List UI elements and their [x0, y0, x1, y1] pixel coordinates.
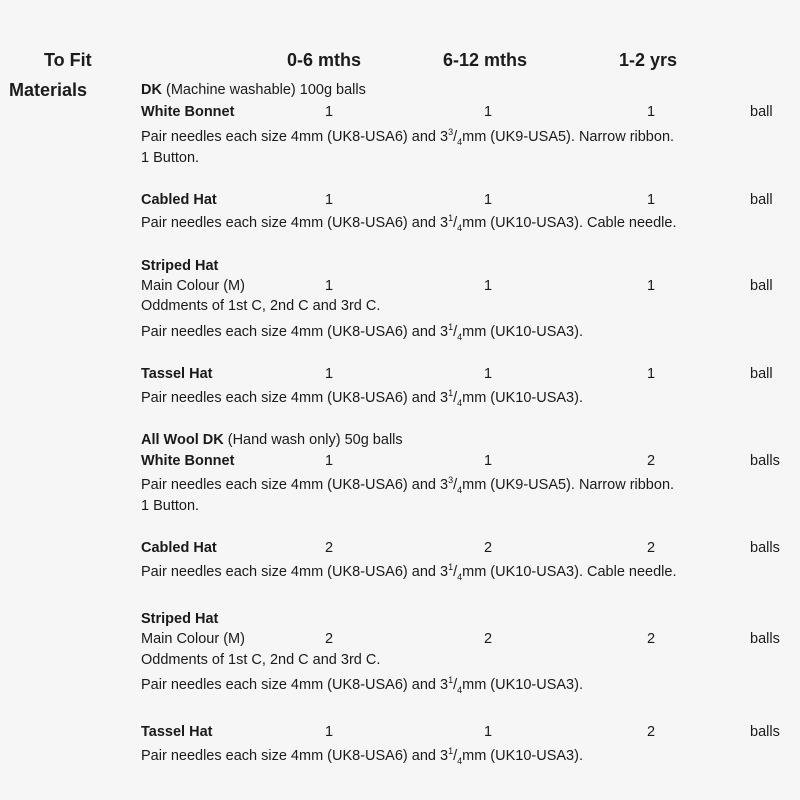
needles-text-a: Pair needles each size 4mm (UK8-USA6) and 3 [141, 677, 449, 693]
fraction-denominator: 4 [457, 684, 463, 695]
qty-unit: balls [750, 631, 780, 647]
wool-section-title [141, 432, 403, 448]
qty-6-12: 1 [484, 104, 493, 120]
fraction-denominator: 4 [457, 136, 463, 147]
needles-text-b: mm (UK10-USA3). Cable needle. [462, 215, 677, 231]
fraction-numerator: 1 [448, 562, 454, 573]
needles-text-a: Pair needles each size 4mm (UK8-USA6) and 3 [141, 390, 449, 406]
item-name: Cabled Hat [141, 540, 217, 556]
qty-unit: balls [750, 724, 780, 740]
qty-1-2: 2 [647, 453, 656, 469]
item-name: Cabled Hat [141, 192, 217, 208]
qty-1-2: 2 [647, 724, 656, 740]
needles-line: Pair needles each size 4mm (UK8-USA6) and $3^3/_4mm$ (UK9-USA5). Narrow ribbon. [141, 127, 675, 147]
qty-1-2: 1 [647, 104, 656, 120]
wool-title-rest: (Hand wash only) 50g balls [227, 432, 403, 448]
needles-line: Pair needles each size 4mm (UK8-USA6) and $3^1/_4mm$ (UK10-USA3). [141, 388, 583, 408]
extra-line: 1 Button. [141, 150, 200, 166]
to-fit-label: To Fit [44, 50, 92, 70]
qty-1-2: 1 [647, 366, 656, 382]
needles-text-b: mm (UK10-USA3). [462, 677, 583, 693]
fraction-denominator: 4 [457, 397, 463, 408]
needles-line: Pair needles each size 4mm (UK8-USA6) and $3^1/_4mm$ (UK10-USA3). [141, 746, 583, 766]
fraction-denominator: 4 [457, 331, 463, 342]
item-name: Striped Hat [141, 611, 219, 627]
fraction-numerator: 3 [448, 127, 454, 138]
qty-0-6: 1 [325, 192, 334, 208]
qty-0-6: 1 [325, 453, 334, 469]
qty-unit: ball [750, 366, 773, 382]
needles-text-b: mm (UK9-USA5). Narrow ribbon. [462, 129, 675, 145]
needles-text-a: Pair needles each size 4mm (UK8-USA6) and 3 [141, 564, 449, 580]
fraction-denominator: 4 [457, 222, 463, 233]
item-name: Tassel Hat [141, 366, 213, 382]
main-colour-label: Main Colour (M) [141, 278, 245, 294]
qty-1-2: 2 [647, 631, 656, 647]
main-colour-label: Main Colour (M) [141, 631, 245, 647]
qty-6-12: 2 [484, 540, 493, 556]
needles-text-b: mm (UK10-USA3). Cable needle. [462, 564, 677, 580]
dk-title-bold: DK [141, 82, 162, 98]
qty-0-6: 1 [325, 724, 334, 740]
item-name: Tassel Hat [141, 724, 213, 740]
needles-text-b: mm (UK10-USA3). [462, 748, 583, 764]
qty-0-6: 1 [325, 278, 334, 294]
needles-line: Pair needles each size 4mm (UK8-USA6) and $3^1/_4mm$ (UK10-USA3). Cable needle. [141, 213, 677, 233]
oddments-line: Oddments of 1st C, 2nd C and 3rd C. [141, 652, 381, 668]
qty-6-12: 1 [484, 724, 493, 740]
fraction-numerator: 1 [448, 675, 454, 686]
size-header-1-2: 1-2 yrs [619, 50, 678, 70]
fraction-numerator: 1 [448, 746, 454, 757]
qty-0-6: 2 [325, 631, 334, 647]
needles-text-b: mm (UK9-USA5). Narrow ribbon. [462, 477, 675, 493]
size-header-0-6: 0-6 mths [287, 50, 362, 70]
dk-section-title [141, 82, 366, 98]
size-header-6-12: 6-12 mths [443, 50, 528, 70]
qty-1-2: 1 [647, 278, 656, 294]
extra-line: 1 Button. [141, 498, 200, 514]
dk-title-rest: (Machine washable) 100g balls [165, 82, 366, 98]
oddments-line: Oddments of 1st C, 2nd C and 3rd C. [141, 298, 381, 314]
qty-unit: balls [750, 540, 780, 556]
qty-0-6: 1 [325, 104, 334, 120]
needles-line: Pair needles each size 4mm (UK8-USA6) and $3^3/_4mm$ (UK9-USA5). Narrow ribbon. [141, 475, 675, 495]
fraction-numerator: 3 [448, 475, 454, 486]
needles-text-a: Pair needles each size 4mm (UK8-USA6) and 3 [141, 748, 449, 764]
item-name: White Bonnet [141, 104, 235, 120]
needles-text-a: Pair needles each size 4mm (UK8-USA6) and 3 [141, 129, 449, 145]
item-name: White Bonnet [141, 453, 235, 469]
fraction-denominator: 4 [457, 571, 463, 582]
item-name: Striped Hat [141, 258, 219, 274]
qty-unit: ball [750, 278, 773, 294]
needles-text-a: Pair needles each size 4mm (UK8-USA6) and 3 [141, 324, 449, 340]
fraction-numerator: 1 [448, 388, 454, 399]
qty-unit: ball [750, 192, 773, 208]
qty-unit: ball [750, 104, 773, 120]
wool-title-bold: All Wool DK [141, 432, 224, 448]
needles-text-b: mm (UK10-USA3). [462, 390, 583, 406]
qty-6-12: 1 [484, 366, 493, 382]
needles-text-a: Pair needles each size 4mm (UK8-USA6) and 3 [141, 477, 449, 493]
needles-line: Pair needles each size 4mm (UK8-USA6) and $3^1/_4mm$ (UK10-USA3). Cable needle. [141, 562, 677, 582]
fraction-numerator: 1 [448, 213, 454, 224]
fraction-denominator: 4 [457, 484, 463, 495]
materials-label: Materials [9, 80, 88, 100]
fraction-denominator: 4 [457, 755, 463, 766]
qty-6-12: 2 [484, 631, 493, 647]
qty-6-12: 1 [484, 278, 493, 294]
qty-6-12: 1 [484, 192, 493, 208]
needles-line: Pair needles each size 4mm (UK8-USA6) and $3^1/_4mm$ (UK10-USA3). [141, 322, 583, 342]
qty-unit: balls [750, 453, 780, 469]
needles-text-b: mm (UK10-USA3). [462, 324, 583, 340]
needles-text-a: Pair needles each size 4mm (UK8-USA6) and 3 [141, 215, 449, 231]
qty-6-12: 1 [484, 453, 493, 469]
qty-1-2: 1 [647, 192, 656, 208]
qty-0-6: 2 [325, 540, 334, 556]
fraction-numerator: 1 [448, 322, 454, 333]
needles-line: Pair needles each size 4mm (UK8-USA6) and $3^1/_4mm$ (UK10-USA3). [141, 675, 583, 695]
qty-1-2: 2 [647, 540, 656, 556]
qty-0-6: 1 [325, 366, 334, 382]
